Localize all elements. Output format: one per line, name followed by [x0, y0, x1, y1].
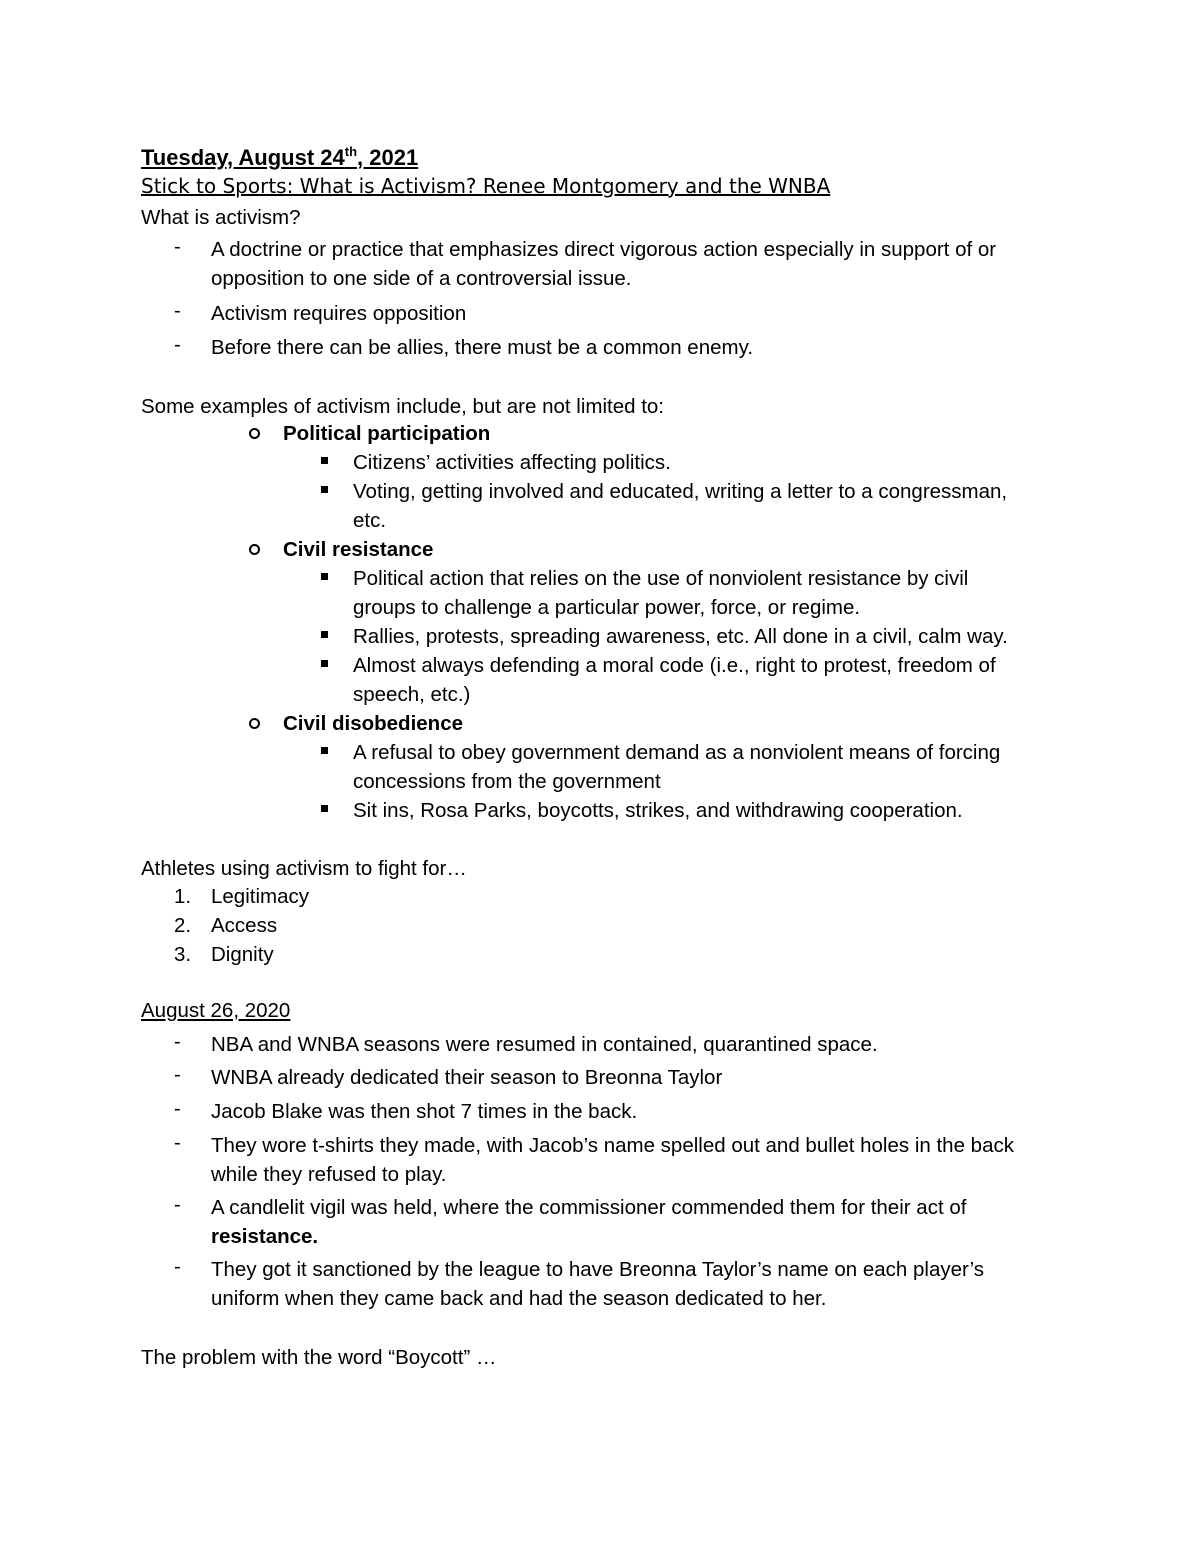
lecture-date: Tuesday, August 24th, 2021 — [141, 144, 419, 170]
sub-bullet: Voting, getting involved and educated, writing a letter to a congressman, — [353, 480, 1008, 503]
square-bullet — [321, 660, 328, 667]
definition-bullet-continued: opposition to one side of a controversial issue. — [211, 267, 632, 290]
definition-bullet: Before there can be allies, there must be a common enemy. — [211, 336, 754, 359]
list-number: 2. — [174, 914, 192, 937]
category-heading: Civil resistance — [283, 538, 434, 561]
definition-bullet: A doctrine or practice that emphasizes direct vigorous action especially in support of or — [211, 238, 997, 261]
sub-bullet: Almost always defending a moral code (i.e., right to protest, freedom of — [353, 654, 996, 677]
sub-bullet-continued: speech, etc.) — [353, 683, 471, 706]
event-bullet-continued: resistance. — [211, 1225, 319, 1248]
dash-bullet: - — [174, 1132, 181, 1154]
event-bullet: NBA and WNBA seasons were resumed in contained, quarantined space. — [211, 1033, 878, 1056]
dash-bullet: - — [174, 1064, 181, 1086]
list-number: 1. — [174, 885, 192, 908]
list-item: Access — [211, 914, 278, 937]
circle-bullet — [249, 428, 260, 439]
definition-question: What is activism? — [141, 206, 301, 229]
event-bullet: They got it sanctioned by the league to have Breonna Taylor’s name on each player’s — [211, 1258, 985, 1281]
sub-bullet: A refusal to obey government demand as a nonviolent means of forcing — [353, 741, 1001, 764]
examples-intro: Some examples of activism include, but are not limited to: — [141, 395, 664, 418]
dash-bullet: - — [174, 334, 181, 356]
category-heading: Political participation — [283, 422, 491, 445]
circle-bullet — [249, 544, 260, 555]
closing-line: The problem with the word “Boycott” … — [141, 1346, 497, 1369]
list-item: Dignity — [211, 943, 274, 966]
event-bullet-continued: while they refused to play. — [211, 1163, 447, 1186]
square-bullet — [321, 573, 328, 580]
circle-bullet — [249, 718, 260, 729]
sub-bullet: Sit ins, Rosa Parks, boycotts, strikes, and withdrawing cooperation. — [353, 799, 963, 822]
sub-bullet: Rallies, protests, spreading awareness, etc. All done in a civil, calm way. — [353, 625, 1008, 648]
list-item: Legitimacy — [211, 885, 309, 908]
definition-bullet: Activism requires opposition — [211, 302, 467, 325]
event-bullet: A candlelit vigil was held, where the commissioner commended them for their act of — [211, 1196, 967, 1219]
sub-bullet: Citizens’ activities affecting politics. — [353, 451, 671, 474]
sub-bullet-continued: etc. — [353, 509, 387, 532]
square-bullet — [321, 747, 328, 754]
dash-bullet: - — [174, 1194, 181, 1216]
dash-bullet: - — [174, 1098, 181, 1120]
square-bullet — [321, 457, 328, 464]
dash-bullet: - — [174, 1031, 181, 1053]
event-bullet: Jacob Blake was then shot 7 times in the back. — [211, 1100, 638, 1123]
event-bullet-continued: uniform when they came back and had the season dedicated to her. — [211, 1287, 827, 1310]
sub-bullet: Political action that relies on the use of nonviolent resistance by civil — [353, 567, 969, 590]
dash-bullet: - — [174, 300, 181, 322]
dash-bullet: - — [174, 236, 181, 258]
section-date-heading: August 26, 2020 — [141, 999, 291, 1022]
square-bullet — [321, 631, 328, 638]
list-number: 3. — [174, 943, 192, 966]
athletes-intro: Athletes using activism to fight for… — [141, 857, 467, 880]
category-heading: Civil disobedience — [283, 712, 463, 735]
dash-bullet: - — [174, 1256, 181, 1278]
event-bullet: They wore t-shirts they made, with Jacob’s name spelled out and bullet holes in the back — [211, 1134, 1014, 1157]
square-bullet — [321, 486, 328, 493]
sub-bullet-continued: concessions from the government — [353, 770, 661, 793]
square-bullet — [321, 805, 328, 812]
sub-bullet-continued: groups to challenge a particular power, force, or regime. — [353, 596, 861, 619]
event-bullet: WNBA already dedicated their season to Breonna Taylor — [211, 1066, 723, 1089]
lecture-title: Stick to Sports: What is Activism? Renee Montgomery and the WNBA — [141, 174, 831, 198]
